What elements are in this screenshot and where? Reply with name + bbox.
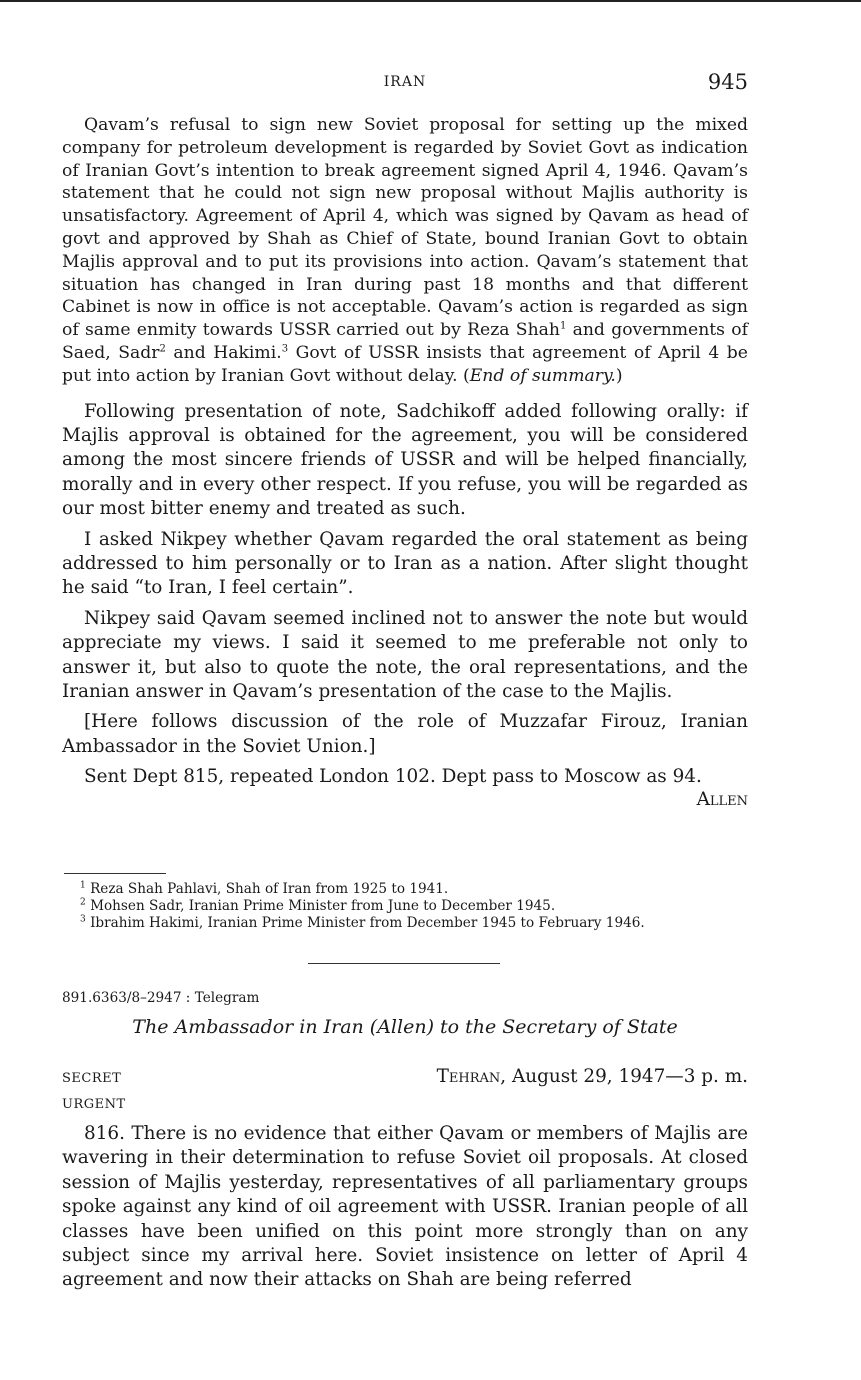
running-head xyxy=(62,70,748,94)
document-heading: The Ambassador in Iran (Allen) to the Secretary of State xyxy=(132,1016,678,1038)
main-text xyxy=(62,114,748,812)
summary-paragraph xyxy=(62,114,748,388)
signature: Allen xyxy=(696,788,748,810)
classification-urgent: URGENT xyxy=(62,1097,126,1112)
classification-secret: SECRET xyxy=(62,1071,122,1086)
footnote-2: $^2$ Mohsen Sadr, Iranian Prime Minister from June to December 1945. xyxy=(80,897,556,914)
running-title: IRAN xyxy=(383,74,427,90)
footnote-ref-3: 3 xyxy=(281,343,289,355)
dateline-date: August 29, 1947—3 p. m. xyxy=(506,1066,748,1087)
paragraph-sent-line: Sent Dept 815, repeated London 102. Dept pass to Moscow as 94. xyxy=(84,766,702,788)
dateline-place: Tehran, xyxy=(436,1066,507,1087)
footnotes xyxy=(62,881,748,932)
footnote-1: $^1$ Reza Shah Pahlavi, Shah of Iran from 1925 to 1941. xyxy=(80,880,449,897)
telegram-body-block xyxy=(62,1122,748,1299)
file-reference: 891.6363/8–2947 : Telegram xyxy=(62,990,260,1006)
summary-text-1: Qavam’s refusal to sign new Soviet proposal for setting up the mixed company for petroleum development is regarded by Soviet Govt as indication of Iranian Govt’s intention to break agreement signed April 4, 1946. Qavam’s statement that he could not sign new proposal without Majlis authority is unsatisfactory. Agreement of April 4, which was signed by Qavam as head of govt and approved by Shah as Chief of State, bound Iranian Govt to obtain Majlis approval and to put its provisions into action. Qavam’s statement that situation has changed in Iran during past 18 months and that different Cabinet is now in office is not acceptable. Qavam’s action is regarded as sign of same enmity towards USSR carried out by Reza Shah xyxy=(62,115,748,341)
footnote-ref-2: 2 xyxy=(159,343,166,355)
telegram-body: 816. There is no evidence that either Qavam or members of Majlis are wavering in their determination to refuse Soviet oil proposals. At closed session of Majlis yesterday, representatives of all parliamentary groups spoke against any kind of oil agreement with USSR. Iranian people of all classes have been unified on this point more strongly than on any subject since my arrival here. Soviet insistence on letter of April 4 agreement and now their attacks on Shah are being referred xyxy=(62,1123,748,1291)
summary-text-2: and governments of Saed, Sadr xyxy=(62,320,748,363)
page-number: 945 xyxy=(707,70,748,94)
end-of-summary: End of summary. xyxy=(469,365,616,386)
section-separator xyxy=(308,963,500,964)
paragraph-nikpey-views: Nikpey said Qavam seemed inclined not to answer the note but would appreciate my views. I said it seemed to me preferable not only to answer it, but also to quote the note, the oral representations, and the Iranian answer in Qavam’s presentation of the case to the Majlis. xyxy=(62,607,748,703)
paragraph-oral-statement: Following presentation of note, Sadchikoff added following orally: if Majlis approval is obtained for the agreement, you will be considered among the most sincere friends of USSR and will be helped financially, morally and in every other respect. If you refuse, you will be regarded as our most bitter enemy and treated as such. xyxy=(62,400,748,520)
summary-text-3: and Hakimi. xyxy=(165,342,282,363)
footnote-rule xyxy=(64,873,166,874)
top-rule xyxy=(0,0,861,2)
paragraph-nikpey-question: I asked Nikpey whether Qavam regarded the oral statement as being addressed to him personally or to Iran as a nation. After slight thought he said “to Iran, I feel certain”. xyxy=(62,528,748,599)
summary-text-5: ) xyxy=(615,365,623,386)
summary-text-4: Govt of USSR insists that agreement of April 4 be put into action by Iranian Govt without delay. ( xyxy=(62,342,748,386)
footnote-ref-1: 1 xyxy=(559,320,567,332)
paragraph-editorial-note: [Here follows discussion of the role of Muzzafar Firouz, Iranian Ambassador in the Soviet Union.] xyxy=(62,711,748,757)
dateline xyxy=(437,1066,748,1087)
footnote-3: $^3$ Ibrahim Hakimi, Iranian Prime Minister from December 1945 to February 1946. xyxy=(80,914,645,931)
